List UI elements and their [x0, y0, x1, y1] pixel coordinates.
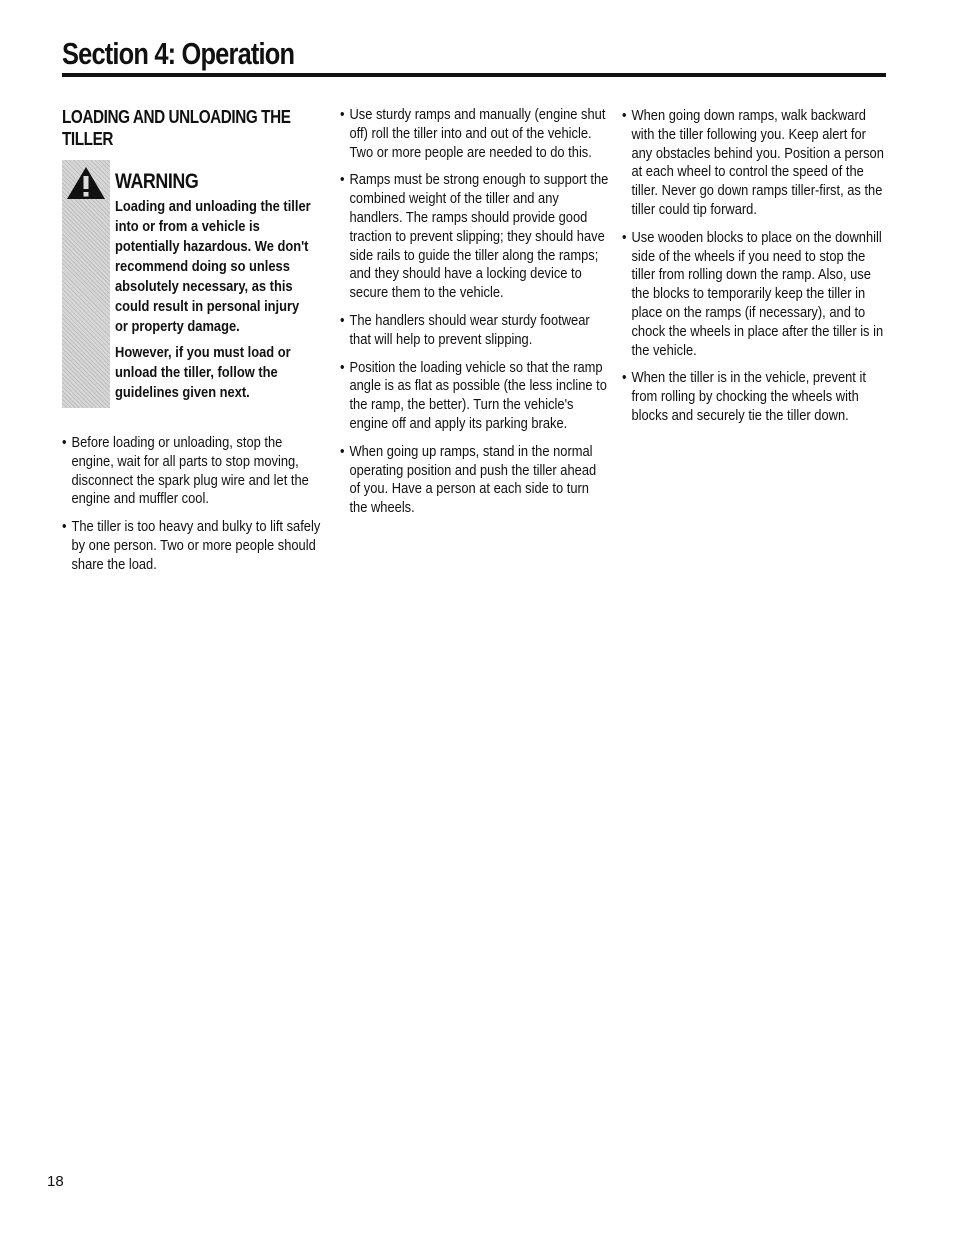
warning-paragraph: However, if you must load or unload the tiller, follow the guidelines given next. [115, 344, 291, 401]
warning-triangle-icon [66, 166, 106, 200]
list-item: • Ramps must be strong enough to support the combined weight of the tiller and any handlers. The ramps should provide good traction to prevent slipping; they should have side rails to guide the tiller along the ramps; and they should have a locking device to secure them to the vehicle. [340, 171, 608, 303]
list-item: • The handlers should wear sturdy footwear that will help to prevent slipping. [340, 312, 608, 350]
list-item: • When going down ramps, walk backward with the tiller following you. Keep alert for any obstacles behind you. Position a person at each wheel to control the speed of the tiller. Never go down ramps tiller-first, as the tiller could tip forward. [622, 107, 889, 220]
list-item: • Position the loading vehicle so that the ramp angle is as flat as possible (the less incline to the ramp, the better). Turn the vehicle's engine off and apply its parking brake. [340, 359, 608, 434]
warning-paragraph: Loading and unloading the tiller into or from a vehicle is potentially hazardous. We don't recommend doing so unless absolutely necessary, as this could result in personal injury or property damage. [115, 198, 311, 335]
list-item: • Before loading or unloading, stop the engine, wait for all parts to stop moving, disconnect the spark plug wire and let the engine and muffler cool. [62, 434, 325, 509]
column-1 [62, 434, 325, 584]
column-2 [340, 106, 608, 527]
section-title: Section 4: Operation [62, 36, 295, 71]
title-rule [62, 73, 886, 77]
warning-title: WARNING [115, 170, 199, 193]
page-number: 18 [47, 1173, 64, 1190]
list-item: • Use wooden blocks to place on the downhill side of the wheels if you need to stop the tiller from rolling down the ramp. Also, use the blocks to temporarily keep the tiller in place on the ramps (if necessary), and to chock the wheels in place after the tiller is in the vehicle. [622, 229, 889, 361]
subsection-heading: LOADING AND UNLOADING THE TILLER [62, 107, 291, 149]
list-item: • When the tiller is in the vehicle, prevent it from rolling by chocking the wheels with blocks and securely tie the tiller down. [622, 369, 889, 425]
list-item: • The tiller is too heavy and bulky to lift safely by one person. Two or more people should share the load. [62, 518, 325, 574]
warning-body [115, 197, 315, 409]
list-item: • Use sturdy ramps and manually (engine shut off) roll the tiller into and out of the vehicle. Two or more people are needed to do this. [340, 106, 608, 162]
list-item: • When going up ramps, stand in the normal operating position and push the tiller ahead of you. Have a person at each side to turn the wheels. [340, 443, 608, 518]
column-3 [622, 107, 889, 435]
